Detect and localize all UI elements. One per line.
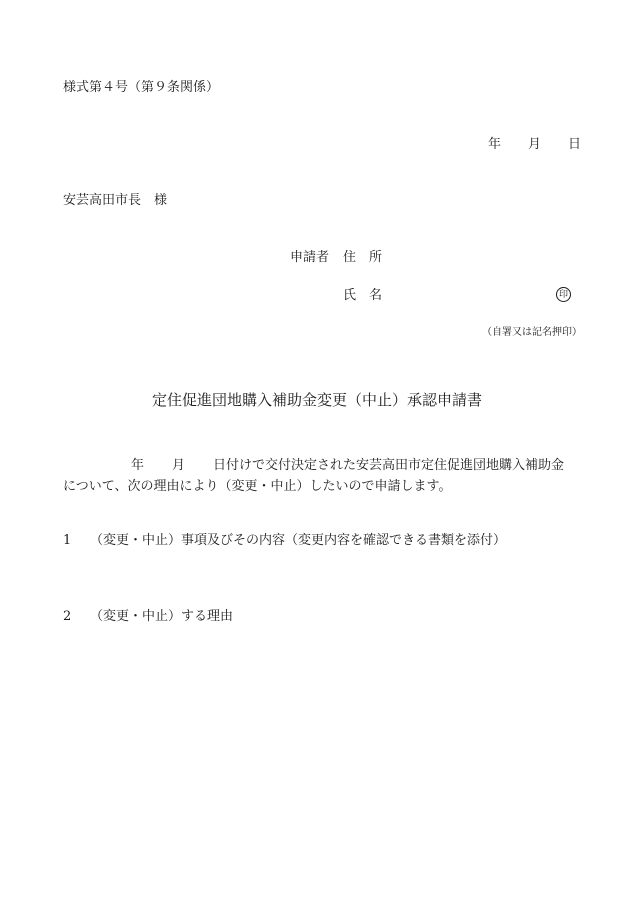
item-number: 1 bbox=[63, 533, 72, 548]
item-text: （変更・中止）事項及びその内容（変更内容を確認できる書類を添付） bbox=[90, 533, 507, 548]
form-number: 様式第４号（第９条関係） bbox=[63, 80, 220, 95]
date-year-label: 年 bbox=[488, 137, 502, 152]
seal-mark-icon: 印 bbox=[556, 287, 571, 302]
name-label-char-2: 名 bbox=[369, 288, 383, 303]
body-line1-text: 日付けで交付決定された安芸高田市定住促進団地購入補助金 bbox=[213, 458, 565, 473]
body-paragraph-line-2: について、次の理由により（変更・中止）したいので申請します。 bbox=[63, 479, 452, 494]
document-title: 定住促進団地購入補助金変更（中止）承認申請書 bbox=[152, 391, 483, 409]
date-day-label: 日 bbox=[568, 137, 582, 152]
body-year-label: 年 bbox=[131, 458, 145, 473]
address-label-char-1: 住 bbox=[343, 250, 357, 265]
name-label-char-1: 氏 bbox=[343, 288, 357, 303]
body-month-label: 月 bbox=[172, 458, 186, 473]
addressee bbox=[63, 193, 167, 209]
body-paragraph-line-1 bbox=[63, 458, 564, 474]
addressee-name: 安芸高田市長 bbox=[63, 193, 142, 208]
date-line bbox=[488, 137, 581, 153]
list-item bbox=[63, 533, 506, 549]
list-item bbox=[63, 609, 233, 625]
date-month-label: 月 bbox=[528, 137, 542, 152]
name-label bbox=[343, 288, 382, 304]
applicant-label: 申請者 bbox=[290, 250, 330, 265]
seal-note: （自署又は記名押印） bbox=[482, 327, 582, 338]
address-label bbox=[343, 250, 382, 266]
item-number: 2 bbox=[63, 609, 72, 624]
addressee-honorific: 様 bbox=[154, 193, 168, 208]
item-text: （変更・中止）する理由 bbox=[90, 609, 234, 624]
address-label-char-2: 所 bbox=[369, 250, 383, 265]
